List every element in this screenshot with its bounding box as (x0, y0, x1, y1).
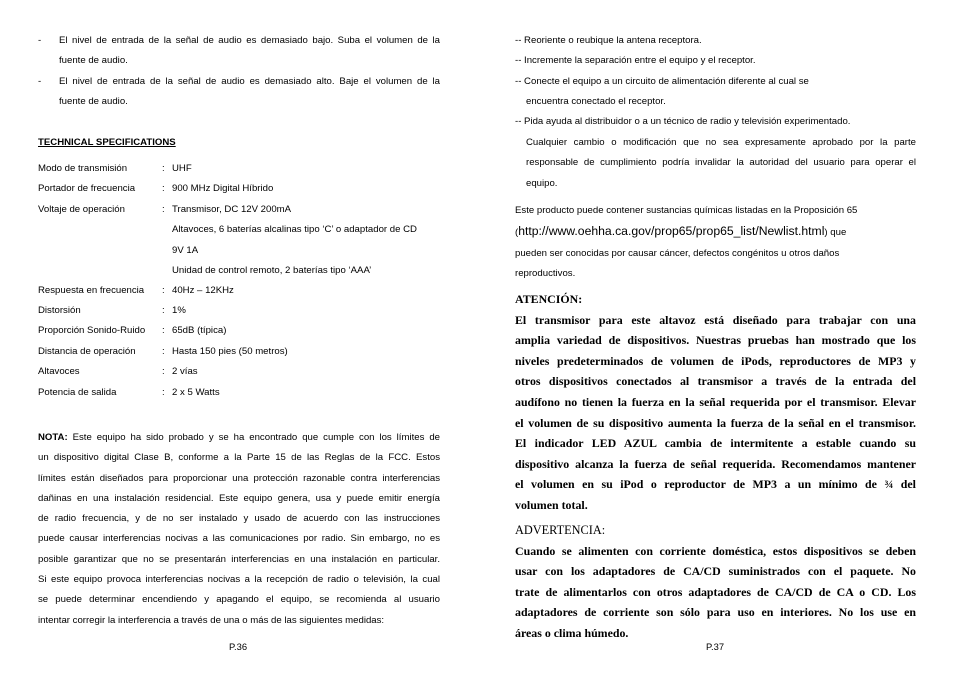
fcc-note (38, 428, 440, 631)
warning-line: trate de alimentarlos con otros adaptadores de CA/CD de CA o CD. Los (515, 584, 916, 599)
prop65-line: pueden ser conocidas por causar cáncer, defectos congénitos u otros daños (515, 247, 840, 259)
caution-line: equipo. (526, 177, 558, 189)
spec-colon: : (162, 305, 165, 316)
attention-line: El transmisor para este altavoz está diseñado para trabajar con una (515, 312, 916, 327)
spec-value (172, 301, 440, 321)
spec-value-line: Unidad de control remoto, 2 baterías tipo ‘AAA’ (172, 264, 372, 276)
prop65-line (515, 221, 916, 243)
measure-line: -- Conecte el equipo a un circuito de alimentación diferente al cual se (515, 75, 809, 87)
spec-value (172, 383, 440, 403)
page-number: P.37 (706, 641, 725, 652)
spec-label: Distorsión (38, 305, 81, 316)
spec-value-line: UHF (172, 163, 192, 174)
spec-value-line: Transmisor, DC 12V 200mA (172, 204, 292, 215)
spec-value (172, 200, 440, 281)
attention-section (515, 289, 916, 516)
warning-line: Cuando se alimenten con corriente doméstica, estos dispositivos se deben (515, 543, 916, 558)
bullet-line: fuente de audio. (59, 55, 128, 67)
left-page (38, 0, 440, 675)
attention-line: volumen total. (515, 497, 588, 512)
attention-line: El indicador LED AZUL cambia de intermitente a estable cuando su (515, 436, 916, 451)
bullet-dash: - (38, 76, 42, 87)
note-line: posible garantizar que no se presentarán interferencias en una instalación en particular. (38, 553, 440, 565)
spec-value (172, 321, 440, 341)
note-line: límites están diseñados para proporcionar una protección razonable contra interferencias (38, 472, 440, 484)
prop65-line-rest: ) que (824, 227, 847, 239)
warning-section (515, 520, 916, 644)
spec-value-line: 900 MHz Digital Híbrido (172, 183, 274, 194)
prop65-paragraph (515, 201, 916, 284)
spec-colon: : (162, 163, 165, 174)
note-line: Si este equipo provoca interferencias nocivas a la recepción de radio o televisión, la cual (38, 574, 440, 586)
bullet-dash: - (38, 35, 42, 46)
prop65-line: reproductivos. (515, 267, 576, 279)
measure-line: -- Pida ayuda al distribuidor o a un técnico de radio y televisión experimentado. (515, 116, 851, 128)
interference-measures (515, 31, 916, 132)
spec-value-line: 65dB (típica) (172, 325, 227, 336)
bullet-line: fuente de audio. (59, 96, 128, 108)
spec-colon: : (162, 204, 165, 215)
attention-line: dispositivo alcanza la fuerza de señal requerida. Recomendamos mantener (515, 456, 916, 471)
spec-colon: : (162, 366, 165, 377)
note-line: un dispositivo digital Clase B, conforme a la Parte 15 de las Reglas de la FCC. Estos (38, 452, 440, 464)
measure-line: encuentra conectado el receptor. (526, 95, 666, 107)
attention-line: amplia variedad de dispositivos. Nuestras pruebas han mostrado que los (515, 333, 916, 348)
spec-colon: : (162, 346, 165, 357)
spec-colon: : (162, 325, 165, 336)
note-line: intentar corregir la interferencia a través de una o más de las siguientes medidas: (38, 614, 385, 626)
measure-line: -- Reoriente o reubique la antena receptora. (515, 35, 702, 46)
note-first-line: Este equipo ha sido probado y se ha encontrado que cumple con los límites de (67, 432, 440, 443)
spec-label: Voltaje de operación (38, 204, 125, 215)
attention-title: ATENCIÓN: (515, 292, 583, 306)
spec-label: Potencia de salida (38, 387, 117, 398)
note-line (38, 428, 440, 448)
spec-colon: : (162, 183, 165, 194)
attention-line: el volumen en su iPod o reproductor de MP3 a un mínimo de ¾ del (515, 477, 916, 492)
attention-line: niveles predeterminados de volumen de iPods, reproductores de MP3 y (515, 353, 916, 368)
measure-line: -- Incremente la separación entre el equipo y el receptor. (515, 55, 756, 67)
spec-value-line: 9V 1A (172, 244, 199, 256)
spec-label: Proporción Sonido-Ruido (38, 325, 146, 336)
note-label: NOTA: (38, 432, 68, 443)
note-line: puede causar interferencias nocivas a las comunicaciones por radio. Sin embargo, no es (38, 533, 440, 545)
spec-colon: : (162, 387, 165, 398)
open-paren: ( (515, 227, 519, 239)
warning-line: usar con los adaptadores de CA/CD suministrados con el paquete. No (515, 564, 916, 579)
spec-value (172, 179, 440, 199)
spec-value (172, 342, 440, 362)
spec-value-line: 2 vías (172, 366, 198, 377)
caution-line: responsable de cumplimiento podría invalidar la autoridad del usuario para operar el (526, 157, 916, 169)
spec-value-line: Altavoces, 6 baterías alcalinas tipo ‘C’ o adaptador de CD (172, 224, 417, 236)
note-line: se puede determinar encendiendo y apagando el equipo, se recomienda al usuario (38, 594, 440, 606)
spec-value (172, 281, 440, 301)
warning-line: áreas o clima húmedo. (515, 625, 629, 640)
attention-line: el volumen de su dispositivo aumenta la fuerza de la señal en el transmisor. (515, 415, 916, 430)
caution-paragraph (526, 133, 916, 194)
spec-label: Altavoces (38, 366, 80, 377)
spec-value-line: 1% (172, 305, 186, 316)
spec-label: Portador de frecuencia (38, 183, 136, 194)
bullet-line: El nivel de entrada de la señal de audio es demasiado bajo. Suba el volumen de la (59, 35, 440, 46)
spec-value (172, 362, 440, 382)
spec-value-line: Hasta 150 pies (50 metros) (172, 346, 288, 357)
spec-label: Modo de transmisión (38, 163, 128, 174)
warning-line: adaptadores de corriente son sólo para uso en interiores. No los use en (515, 605, 916, 620)
bullet-line: El nivel de entrada de la señal de audio es demasiado alto. Baje el volumen de la (59, 76, 440, 87)
spec-colon: : (162, 285, 165, 296)
list-item (38, 72, 440, 113)
note-line: de radio frecuencia, y de no ser instalado y usado de acuerdo con las instrucciones (38, 513, 440, 525)
spec-label: Respuesta en frecuencia (38, 285, 145, 296)
warning-body (515, 541, 916, 644)
page-number: P.36 (229, 641, 248, 652)
spec-value (172, 159, 440, 179)
prop65-link[interactable]: http://www.oehha.ca.gov/prop65/prop65_list/Newlist.html (518, 224, 825, 239)
spec-value-line: 2 x 5 Watts (172, 387, 220, 398)
prop65-line: Este producto puede contener sustancias químicas listadas en la Proposición 65 (515, 205, 858, 216)
warning-title: ADVERTENCIA: (515, 523, 606, 537)
attention-body (515, 310, 916, 516)
list-item (38, 31, 440, 72)
spec-label: Distancia de operación (38, 346, 136, 357)
spec-value-line: 40Hz – 12KHz (172, 285, 234, 296)
right-page (515, 0, 916, 675)
caution-line: Cualquier cambio o modificación que no sea expresamente aprobado por la parte (526, 137, 916, 148)
specs-heading: TECHNICAL SPECIFICATIONS (38, 137, 176, 148)
note-line: dañinas en una instalación residencial. Este equipo genera, usa y puede emitir energía (38, 492, 440, 504)
attention-line: otros dispositivos conectados al transmisor a través de la entrada del (515, 374, 916, 389)
attention-line: audífono no tienen la fuerza en la señal requerida por el transmisor. Elevar (515, 394, 916, 409)
